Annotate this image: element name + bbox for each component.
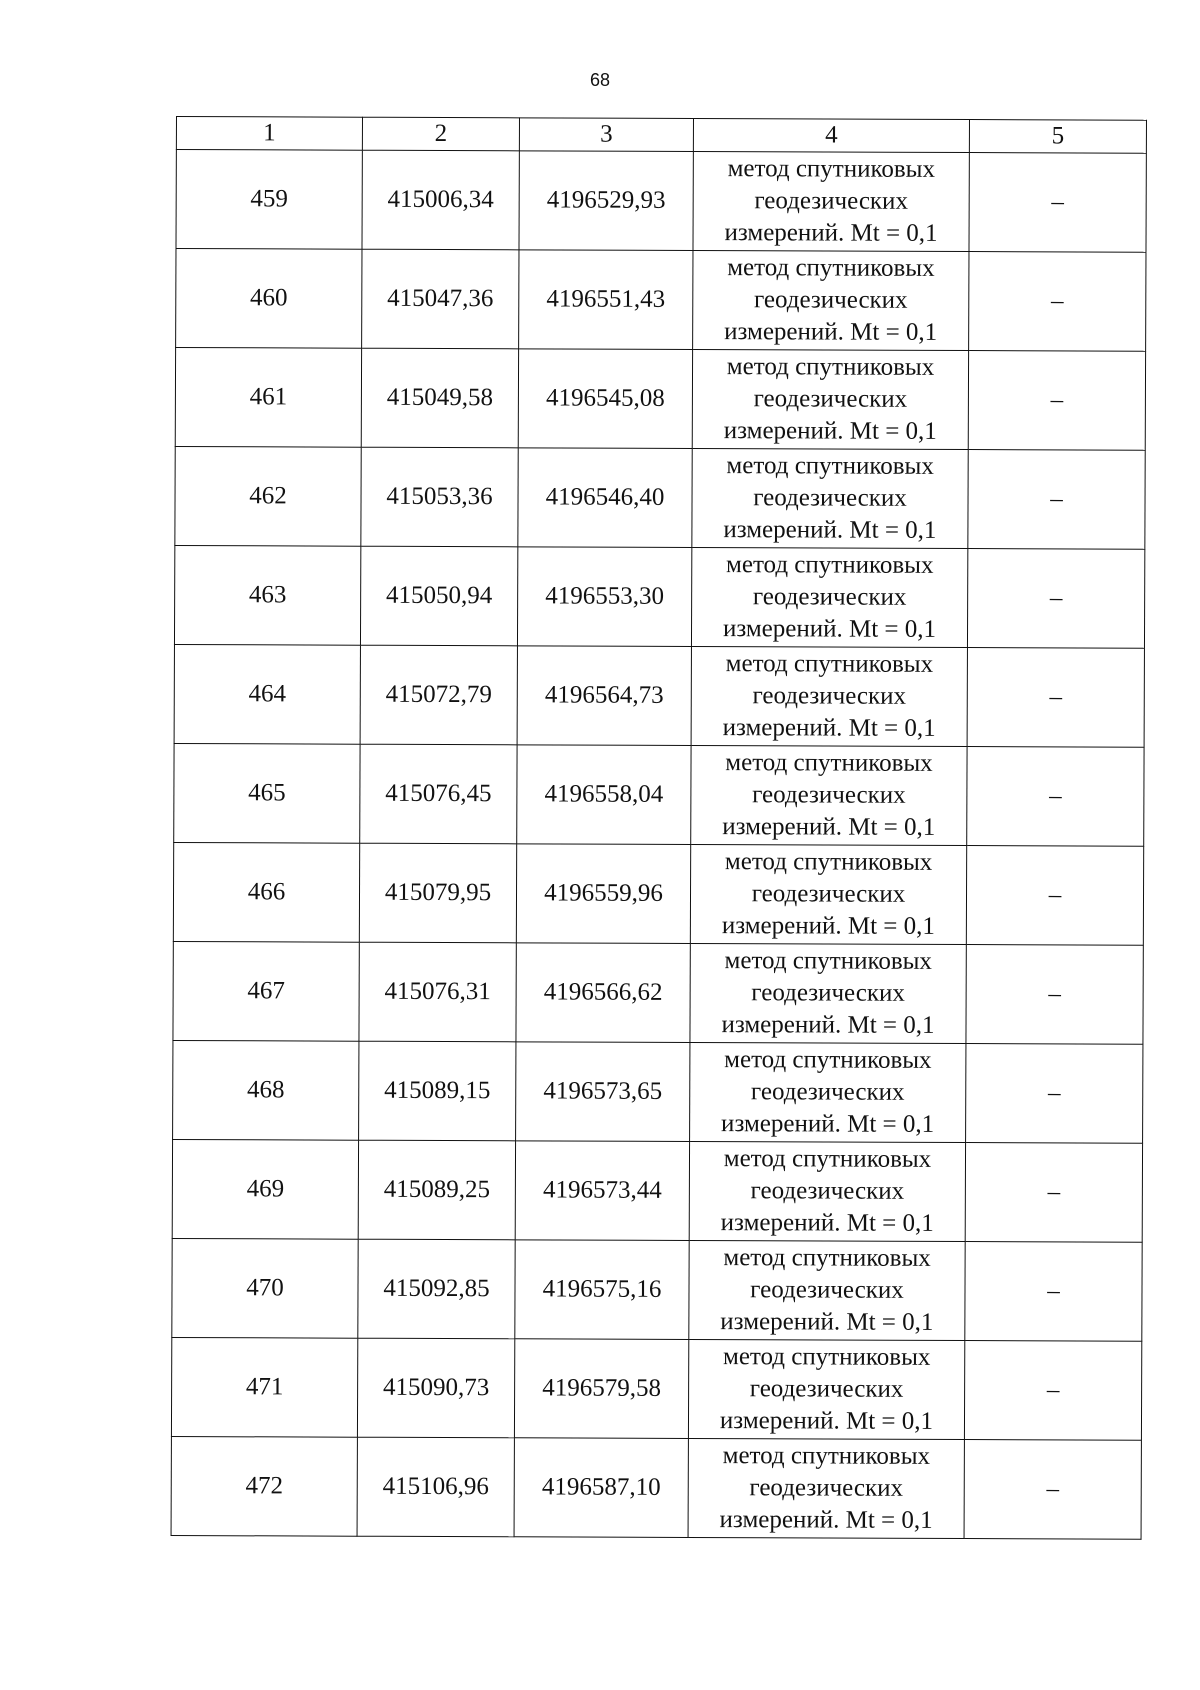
method-text-line: метод спутниковых <box>724 848 933 876</box>
note-cell: – <box>964 1341 1141 1441</box>
method-cell <box>690 1042 966 1142</box>
method-text-line: метод спутниковых <box>723 1145 932 1173</box>
table-row <box>175 446 1145 549</box>
y-coordinate-cell: 4196573,44 <box>515 1141 689 1241</box>
method-text-line: геодезических <box>750 1078 905 1106</box>
y-coordinate-cell: 4196559,96 <box>516 844 690 944</box>
method-text-line: измерений. Mt = 0,1 <box>719 1407 934 1435</box>
note-cell: – <box>969 252 1146 352</box>
method-cell <box>691 547 967 647</box>
method-cell <box>691 745 967 845</box>
y-coordinate-cell: 4196553,30 <box>517 547 691 647</box>
point-number-cell: 468 <box>173 1040 359 1140</box>
method-cell <box>693 250 969 350</box>
method-text-line: геодезических <box>751 880 906 908</box>
table-row <box>175 348 1145 451</box>
table-row <box>176 249 1146 352</box>
method-text-line: метод спутниковых <box>722 1343 931 1371</box>
y-coordinate-cell: 4196551,43 <box>519 250 693 350</box>
note-cell: – <box>964 1440 1141 1540</box>
table-row <box>174 743 1144 846</box>
method-text-line: измерений. Mt = 0,1 <box>720 1308 934 1336</box>
point-number-cell: 472 <box>171 1436 357 1536</box>
x-coordinate-cell: 415047,36 <box>362 249 519 349</box>
note-cell: – <box>966 945 1143 1045</box>
method-cell <box>690 943 966 1043</box>
y-coordinate-cell: 4196575,16 <box>515 1240 689 1340</box>
x-coordinate-cell: 415106,96 <box>357 1437 514 1537</box>
column-header-3: 3 <box>519 118 693 152</box>
y-coordinate-cell: 4196587,10 <box>514 1438 688 1538</box>
x-coordinate-cell: 415089,15 <box>359 1041 516 1141</box>
method-text-line: метод спутниковых <box>726 551 934 579</box>
point-number-cell: 467 <box>173 941 359 1041</box>
table-header-row <box>176 117 1146 154</box>
table-body <box>171 150 1146 1540</box>
method-cell <box>689 1141 965 1241</box>
method-cell <box>689 1240 965 1340</box>
method-cell <box>690 844 966 944</box>
note-cell: – <box>969 153 1146 253</box>
note-cell: – <box>967 648 1144 748</box>
x-coordinate-cell: 415089,25 <box>358 1140 515 1240</box>
method-text-line: измерений. Mt = 0,1 <box>722 615 937 643</box>
note-cell: – <box>966 1044 1143 1144</box>
method-text-line: метод спутниковых <box>725 749 933 777</box>
method-text-line: геодезических <box>752 781 906 809</box>
y-coordinate-cell: 4196566,62 <box>516 943 690 1043</box>
table-row <box>173 941 1143 1044</box>
table-row <box>173 1040 1143 1143</box>
x-coordinate-cell: 415076,45 <box>360 744 517 844</box>
y-coordinate-cell: 4196579,58 <box>514 1339 688 1439</box>
point-number-cell: 470 <box>172 1238 358 1338</box>
y-coordinate-cell: 4196558,04 <box>517 745 691 845</box>
point-number-cell: 465 <box>174 743 360 843</box>
table-row <box>172 1238 1142 1341</box>
method-cell <box>688 1339 964 1439</box>
x-coordinate-cell: 415050,94 <box>360 546 517 646</box>
x-coordinate-cell: 415053,36 <box>361 447 518 547</box>
note-cell: – <box>968 450 1145 550</box>
point-number-cell: 471 <box>171 1337 357 1437</box>
note-cell: – <box>967 549 1144 649</box>
y-coordinate-cell: 4196529,93 <box>519 151 693 251</box>
coordinates-table <box>171 116 1147 1540</box>
method-text-line: геодезических <box>750 1177 905 1205</box>
method-text-line: геодезических <box>750 1276 904 1304</box>
x-coordinate-cell: 415092,85 <box>358 1239 515 1339</box>
method-text-line: геодезических <box>753 484 907 512</box>
method-text-line: метод спутниковых <box>722 1442 931 1470</box>
point-number-cell: 464 <box>174 644 360 744</box>
point-number-cell: 463 <box>174 545 360 645</box>
point-number-cell: 460 <box>176 249 362 349</box>
method-text-line: измерений. Mt = 0,1 <box>720 1209 934 1237</box>
point-number-cell: 466 <box>173 842 359 942</box>
point-number-cell: 459 <box>176 150 362 250</box>
y-coordinate-cell: 4196573,65 <box>516 1042 690 1142</box>
method-text-line: метод спутниковых <box>724 947 933 975</box>
method-text-line: метод спутниковых <box>725 650 934 678</box>
x-coordinate-cell: 415076,31 <box>359 942 516 1042</box>
method-text-line: метод спутниковых <box>723 1244 931 1272</box>
method-text-line: геодезических <box>753 286 908 314</box>
method-text-line: измерений. Mt = 0,1 <box>722 813 936 841</box>
note-cell: – <box>966 846 1143 946</box>
table-row <box>176 150 1146 253</box>
method-text-line: измерений. Mt = 0,1 <box>723 417 937 445</box>
note-cell: – <box>967 747 1144 847</box>
table-row <box>174 644 1144 747</box>
x-coordinate-cell: 415090,73 <box>357 1338 514 1438</box>
point-number-cell: 469 <box>172 1139 358 1239</box>
column-header-5: 5 <box>969 120 1146 154</box>
column-header-4: 4 <box>693 118 969 152</box>
method-text-line: измерений. Mt = 0,1 <box>722 714 936 742</box>
point-number-cell: 461 <box>175 348 361 448</box>
method-text-line: измерений. Mt = 0,1 <box>721 1011 935 1039</box>
method-text-line: геодезических <box>754 187 909 215</box>
column-header-2: 2 <box>362 117 519 151</box>
note-cell: – <box>965 1143 1142 1243</box>
method-cell <box>692 349 968 449</box>
y-coordinate-cell: 4196546,40 <box>518 448 692 548</box>
method-text-line: измерений. Mt = 0,1 <box>724 318 938 346</box>
table-row <box>173 842 1143 945</box>
method-text-line: метод спутниковых <box>727 155 936 183</box>
point-number-cell: 462 <box>175 446 361 546</box>
column-header-1: 1 <box>176 117 362 151</box>
note-cell: – <box>968 351 1145 451</box>
table-row <box>174 545 1144 648</box>
x-coordinate-cell: 415079,95 <box>359 843 516 943</box>
method-text-line: измерений. Mt = 0,1 <box>723 516 937 544</box>
method-text-line: геодезических <box>752 583 907 611</box>
note-cell: – <box>965 1242 1142 1342</box>
method-text-line: геодезических <box>749 1474 904 1502</box>
method-text-line: геодезических <box>751 979 905 1007</box>
y-coordinate-cell: 4196564,73 <box>517 646 691 746</box>
method-cell <box>692 448 968 548</box>
method-text-line: измерений. Mt = 0,1 <box>719 1506 933 1534</box>
table-row <box>172 1139 1142 1242</box>
x-coordinate-cell: 415072,79 <box>360 645 517 745</box>
method-text-line: метод спутниковых <box>727 254 935 282</box>
method-cell <box>688 1438 964 1538</box>
method-text-line: метод спутниковых <box>726 353 935 381</box>
page-number: 68 <box>589 70 611 90</box>
method-text-line: метод спутниковых <box>726 452 934 480</box>
x-coordinate-cell: 415049,58 <box>361 348 518 448</box>
table-row <box>171 1337 1141 1440</box>
method-cell <box>693 151 969 251</box>
method-text-line: измерений. Mt = 0,1 <box>724 219 938 247</box>
method-cell <box>691 646 967 746</box>
table-row <box>171 1436 1141 1539</box>
method-text-line: геодезических <box>752 682 907 710</box>
method-text-line: измерений. Mt = 0,1 <box>721 1110 935 1138</box>
y-coordinate-cell: 4196545,08 <box>518 349 692 449</box>
x-coordinate-cell: 415006,34 <box>362 150 519 250</box>
method-text-line: метод спутниковых <box>724 1046 932 1074</box>
method-text-line: геодезических <box>753 385 908 413</box>
method-text-line: геодезических <box>749 1375 904 1403</box>
method-text-line: измерений. Mt = 0,1 <box>721 912 935 940</box>
